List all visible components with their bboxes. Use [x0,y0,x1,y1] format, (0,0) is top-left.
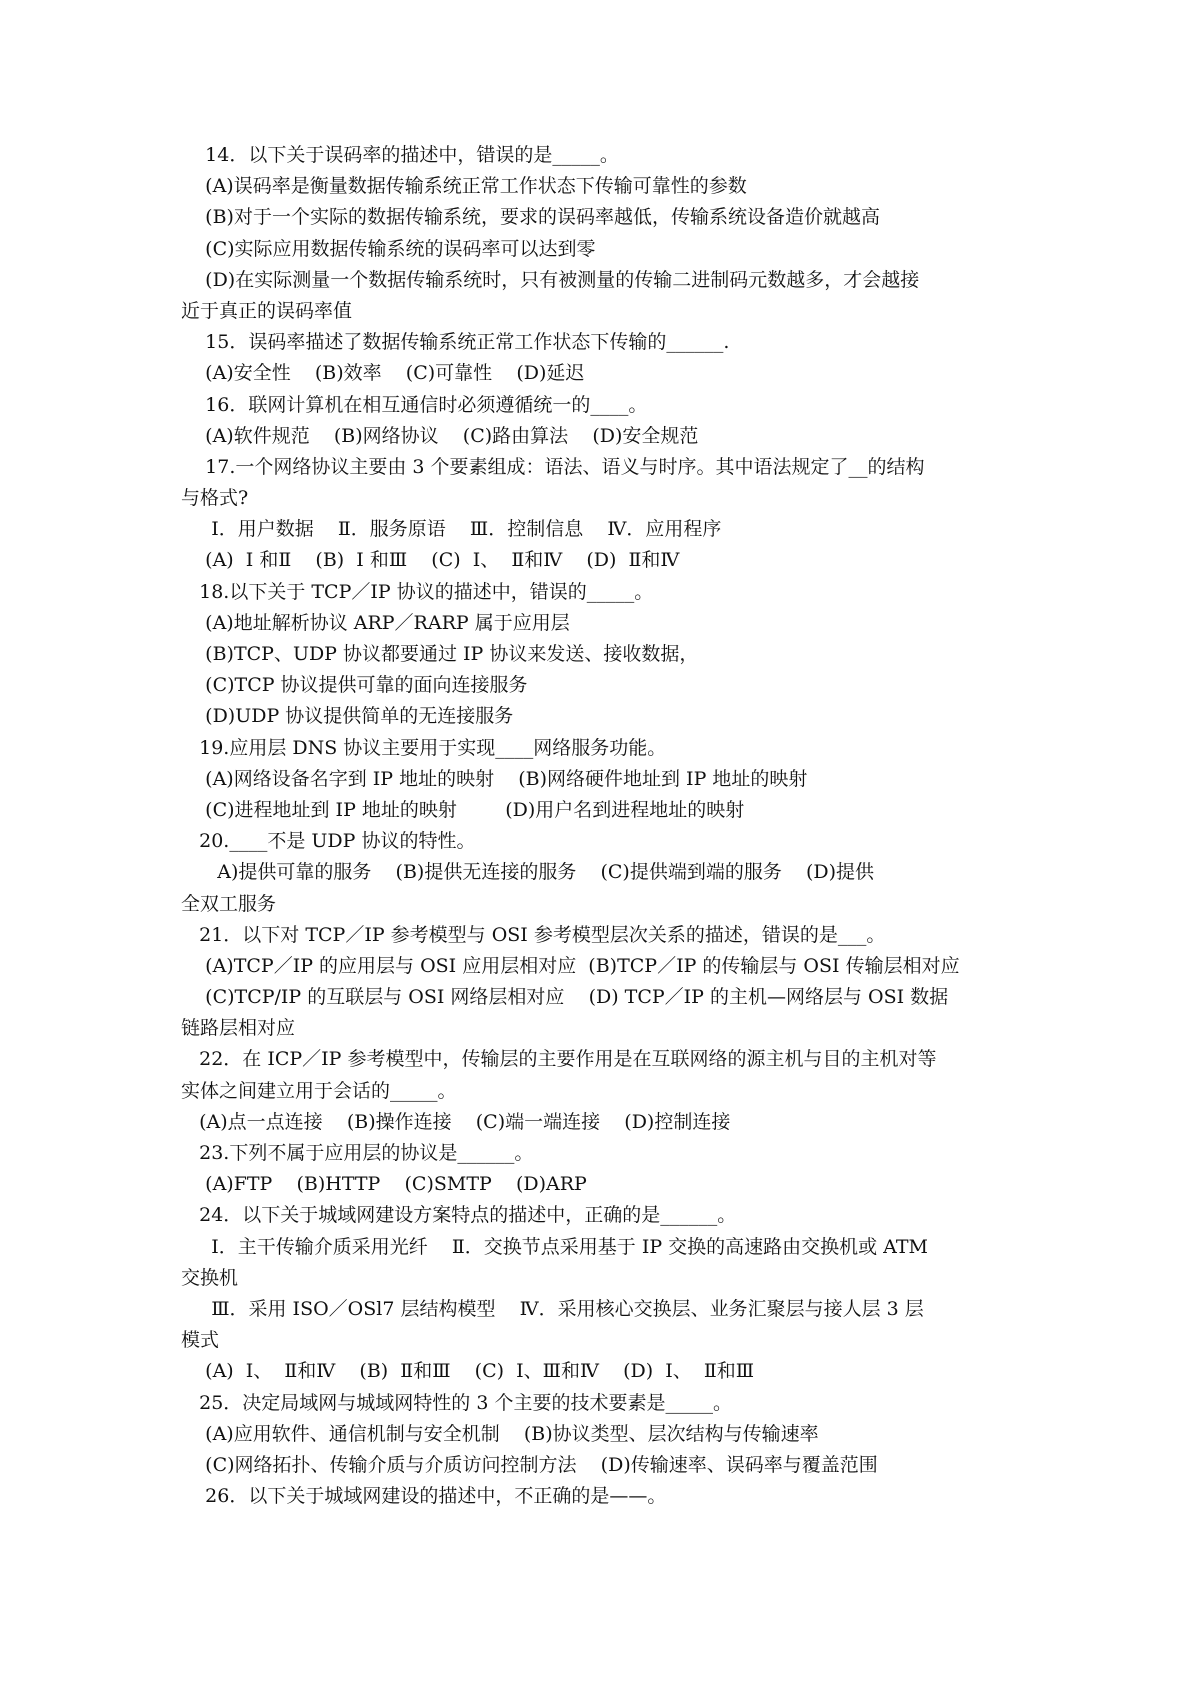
text-line: (C)TCP 协议提供可靠的面向连接服务 [181,674,528,697]
text-line: (A)网络设备名字到 IP 地址的映射 (B)网络硬件地址到 IP 地址的映射 [181,767,808,790]
text-line: 23.下列不属于应用层的协议是______。 [181,1142,534,1164]
text-line: 16．联网计算机在相互通信时必须遵循统一的____。 [181,393,648,416]
text-line: (A)误码率是衡量数据传输系统正常工作状态下传输可靠性的参数 [181,175,747,198]
text-line: 模式 [181,1329,220,1352]
text-line: (A)点一点连接 (B)操作连接 (C)端一端连接 (D)控制连接 [181,1110,731,1133]
text-line: (A)软件规范 (B)网络协议 (C)路由算法 (D)安全规范 [181,424,699,447]
text-line: 14．以下关于误码率的描述中，错误的是_____。 [181,144,619,166]
text-line: 20.____不是 UDP 协议的特性。 [181,830,476,853]
text-line: (B)TCP、UDP 协议都要通过 IP 协议来发送、接收数据， [181,643,699,665]
text-line: (C)网络拓扑、传输介质与介质访问控制方法 (D)传输速率、误码率与覆盖范围 [181,1453,878,1476]
text-line: (A)TCP／IP 的应用层与 OSI 应用层相对应 (B)TCP／IP 的传输层与 OSI 传输层相对应 [181,954,960,977]
text-line: 19.应用层 DNS 协议主要用于实现____网络服务功能。 [181,736,667,759]
text-line: 26．以下关于城域网建设的描述中，不正确的是——。 [181,1485,667,1508]
text-line: 25．决定局域网与城域网特性的 3 个主要的技术要素是_____。 [181,1391,732,1414]
text-line: 实体之间建立用于会话的_____。 [181,1079,457,1102]
text-line: 22．在 ICP／IP 参考模型中，传输层的主要作用是在互联网络的源主机与目的主机对等 [181,1048,937,1071]
text-line: Ⅲ．采用 ISO／OSl7 层结构模型 Ⅳ．采用核心交换层、业务汇聚层与接人层 3 层 [181,1297,924,1320]
text-line: 17.一个网络协议主要由 3 个要素组成：语法、语义与时序。其中语法规定了__的结构 [181,455,925,478]
text-line: 与格式? [181,487,249,510]
text-line: (C)进程地址到 IP 地址的映射 (D)用户名到进程地址的映射 [181,798,745,821]
text-line: (C)实际应用数据传输系统的误码率可以达到零 [181,237,596,260]
text-line: 交换机 [181,1266,239,1289]
text-line: 链路层相对应 [181,1017,296,1040]
text-line: I．用户数据 Ⅱ．服务原语 Ⅲ．控制信息 Ⅳ．应用程序 [181,518,722,541]
text-line: A)提供可靠的服务 (B)提供无连接的服务 (C)提供端到端的服务 (D)提供 [181,861,875,884]
text-line: 全双工服务 [181,892,277,915]
text-line: (A)安全性 (B)效率 (C)可靠性 (D)延迟 [181,362,585,385]
text-line: 21．以下对 TCP／IP 参考模型与 OSI 参考模型层次关系的描述，错误的是___。 [181,923,886,946]
text-line: (D)UDP 协议提供简单的无连接服务 [181,705,514,728]
question-list [181,140,1021,1512]
text-line: I．主干传输介质采用光纤 Ⅱ．交换节点采用基于 IP 交换的高速路由交换机或 ATM [181,1235,928,1258]
text-line: (A)FTP (B)HTTP (C)SMTP (D)ARP [181,1173,587,1196]
text-line: 15．误码率描述了数据传输系统正常工作状态下传输的______. [181,331,730,354]
text-line: (B)对于一个实际的数据传输系统，要求的误码率越低，传输系统设备造价就越高 [181,206,880,229]
text-line: 24．以下关于城域网建设方案特点的描述中，正确的是______。 [181,1204,737,1227]
text-line: (A) I、 Ⅱ和Ⅳ (B) Ⅱ和Ⅲ (C) I、Ⅲ和Ⅳ (D) I、 Ⅱ和Ⅲ [181,1360,755,1383]
text-line: 近于真正的误码率值 [181,299,353,322]
text-line: 18.以下关于 TCP／IP 协议的描述中，错误的_____。 [181,580,654,603]
text-line: (D)在实际测量一个数据传输系统时，只有被测量的传输二进制码元数越多，才会越接 [181,268,920,291]
text-line: (A)地址解析协议 ARP／RARP 属于应用层 [181,611,570,634]
text-line: (C)TCP/IP 的互联层与 OSI 网络层相对应 (D) TCP／IP 的主机—网络层与 OSI 数据 [181,986,949,1009]
text-line: (A)应用软件、通信机制与安全机制 (B)协议类型、层次结构与传输速率 [181,1422,819,1445]
text-line: (A) I 和Ⅱ (B) I 和Ⅲ (C) I、 Ⅱ和Ⅳ (D) Ⅱ和Ⅳ [181,549,680,572]
